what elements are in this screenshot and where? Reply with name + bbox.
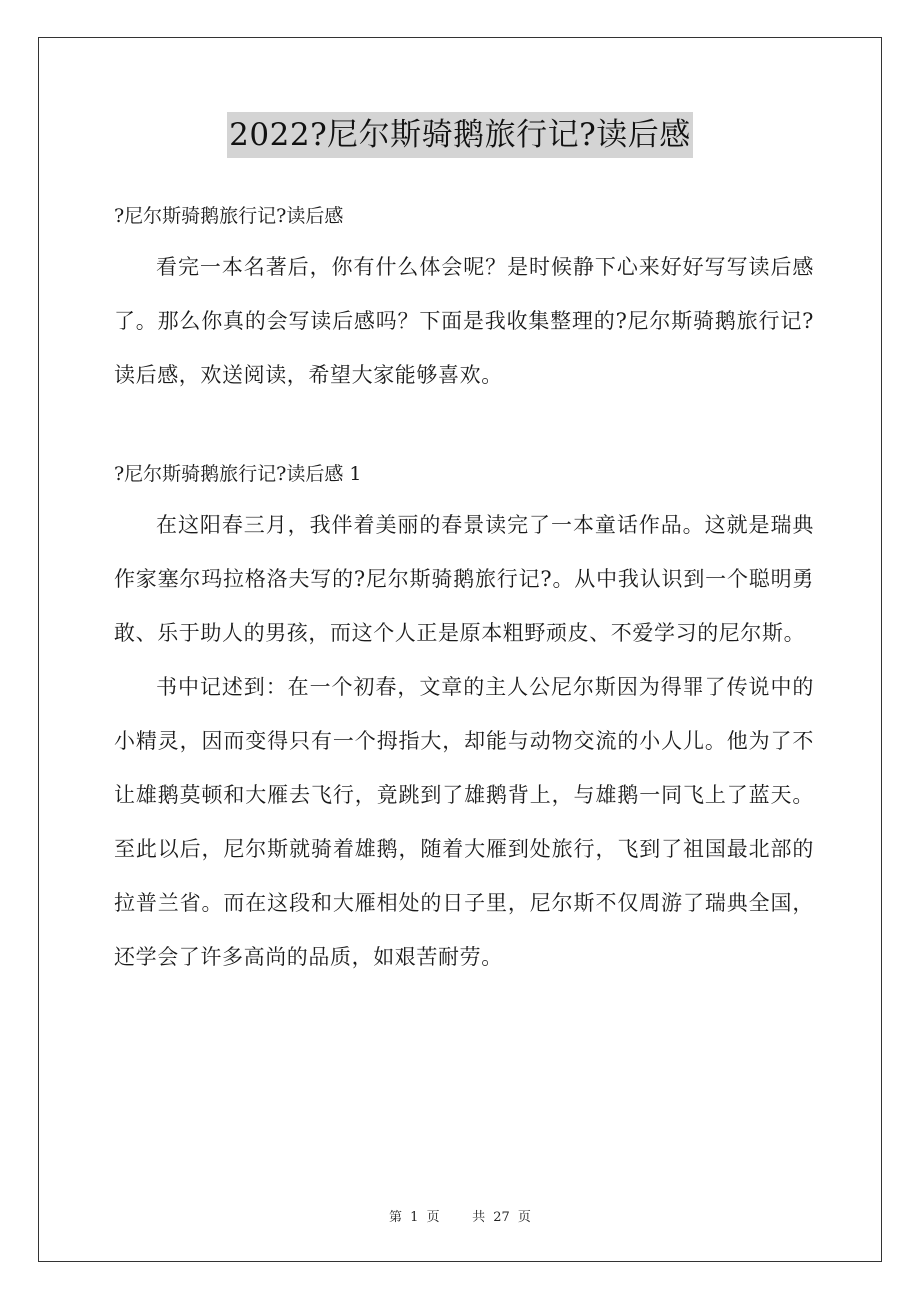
document-title: 2022?尼尔斯骑鹅旅行记?读后感 [227,112,693,158]
document-body [114,192,814,984]
section1-heading: ?尼尔斯骑鹅旅行记?读后感 1 [114,463,362,485]
section1-paragraph-1: 在这阳春三月，我伴着美丽的春景读完了一本童话作品。这就是瑞典作家塞尔玛拉格洛夫写的?尼尔斯骑鹅旅行记?。从中我认识到一个聪明勇敢、乐于助人的男孩，而这个人正是原本粗野顽皮、不爱学习的尼尔斯。 [114,513,814,645]
page-number: 第 1 页 [389,1210,440,1225]
section1-paragraph-2: 书中记述到：在一个初春，文章的主人公尼尔斯因为得罪了传说中的小精灵，因而变得只有一个拇指大，却能与动物交流的小人儿。他为了不让雄鹅莫顿和大雁去飞行，竟跳到了雄鹅背上，与雄鹅一同飞上了蓝天。至此以后，尼尔斯就骑着雄鹅，随着大雁到处旅行，飞到了祖国最北部的拉普兰省。而在这段和大雁相处的日子里，尼尔斯不仅周游了瑞典全国，还学会了许多高尚的品质，如艰苦耐劳。 [114,675,814,969]
section-spacer [114,402,814,450]
page-footer [0,1206,920,1225]
title-container [0,112,920,158]
page-total: 共 27 页 [472,1210,531,1225]
intro-paragraph: 看完一本名著后，你有什么体会呢？是时候静下心来好好写写读后感了。那么你真的会写读后感吗？下面是我收集整理的?尼尔斯骑鹅旅行记?读后感，欢送阅读，希望大家能够喜欢。 [114,255,814,387]
intro-heading: ?尼尔斯骑鹅旅行记?读后感 [114,205,344,227]
